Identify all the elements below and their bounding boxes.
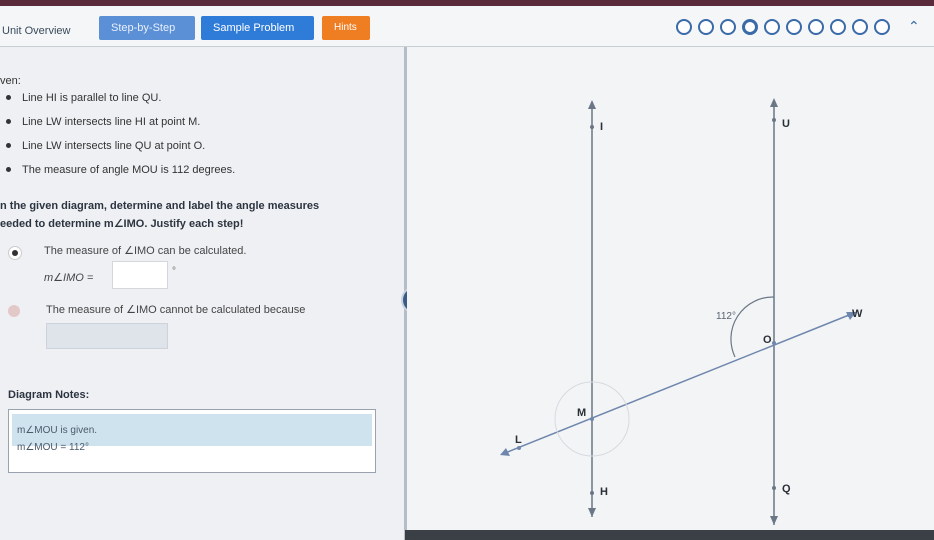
- radio-can-calculate[interactable]: [8, 246, 22, 260]
- progress-dot[interactable]: [874, 19, 890, 35]
- diagram-background: [407, 47, 934, 530]
- progress-dot[interactable]: [830, 19, 846, 35]
- point-h: [590, 491, 594, 495]
- diagram-notes-heading: Diagram Notes:: [8, 389, 90, 401]
- diagram-notes-box: [8, 409, 376, 473]
- label-h: H: [600, 486, 608, 498]
- list-item: The measure of angle MOU is 112 degrees.: [6, 163, 235, 187]
- label-i: I: [600, 121, 604, 133]
- point-u: [772, 118, 776, 122]
- progress-dot[interactable]: [786, 19, 802, 35]
- angle-measure-input[interactable]: [112, 261, 168, 289]
- label-w: W: [852, 308, 863, 320]
- progress-dot[interactable]: [676, 19, 692, 35]
- prompt-line-1: n the given diagram, determine and label the angle measures: [0, 200, 320, 212]
- point-l: [517, 446, 521, 450]
- geometry-diagram: [407, 47, 934, 530]
- note-line-1: m∠MOU is given.: [17, 425, 98, 436]
- degree-symbol: °: [172, 266, 176, 277]
- list-item: Line LW intersects line QU at point O.: [6, 139, 235, 163]
- bottom-bar: [405, 530, 934, 540]
- point-q: [772, 486, 776, 490]
- label-o: O: [763, 334, 772, 346]
- point-m: [590, 417, 594, 421]
- list-item: Line HI is parallel to line QU.: [6, 91, 235, 115]
- progress-dot[interactable]: [852, 19, 868, 35]
- progress-dot[interactable]: [698, 19, 714, 35]
- given-heading: ven:: [0, 75, 21, 87]
- task-prompt: [0, 197, 400, 233]
- progress-dot[interactable]: [808, 19, 824, 35]
- progress-dot-current[interactable]: [742, 19, 758, 35]
- hints-button[interactable]: Hints: [322, 16, 370, 40]
- progress-dot[interactable]: [764, 19, 780, 35]
- prompt-line-2: eeded to determine m∠IMO. Justify each step!: [0, 218, 244, 230]
- tab-step-by-step[interactable]: Step-by-Step: [99, 16, 195, 40]
- option-can-label: The measure of ∠IMO can be calculated.: [44, 245, 247, 257]
- point-o: [772, 341, 776, 345]
- given-list: [6, 91, 235, 187]
- unit-overview-link[interactable]: Unit Overview: [2, 25, 71, 37]
- progress-dot[interactable]: [720, 19, 736, 35]
- problem-panel: [0, 47, 405, 540]
- progress-dots: [676, 19, 890, 35]
- label-q: Q: [782, 483, 791, 495]
- list-item: Line LW intersects line HI at point M.: [6, 115, 235, 139]
- top-toolbar: [0, 6, 934, 47]
- chevron-up-icon[interactable]: ⌃: [908, 18, 920, 34]
- point-i: [590, 125, 594, 129]
- reason-textbox[interactable]: [46, 323, 168, 349]
- point-w: [847, 313, 851, 317]
- angle-label-112: 112°: [716, 311, 736, 322]
- option-cannot-label: The measure of ∠IMO cannot be calculated because: [46, 304, 306, 316]
- note-line-2: m∠MOU = 112°: [17, 442, 89, 453]
- angle-input-label: m∠IMO =: [44, 272, 94, 284]
- label-m: M: [577, 407, 587, 419]
- tab-sample-problem[interactable]: Sample Problem: [201, 16, 314, 40]
- label-l: L: [515, 434, 522, 446]
- label-u: U: [782, 118, 790, 130]
- radio-cannot-calculate[interactable]: [8, 305, 20, 317]
